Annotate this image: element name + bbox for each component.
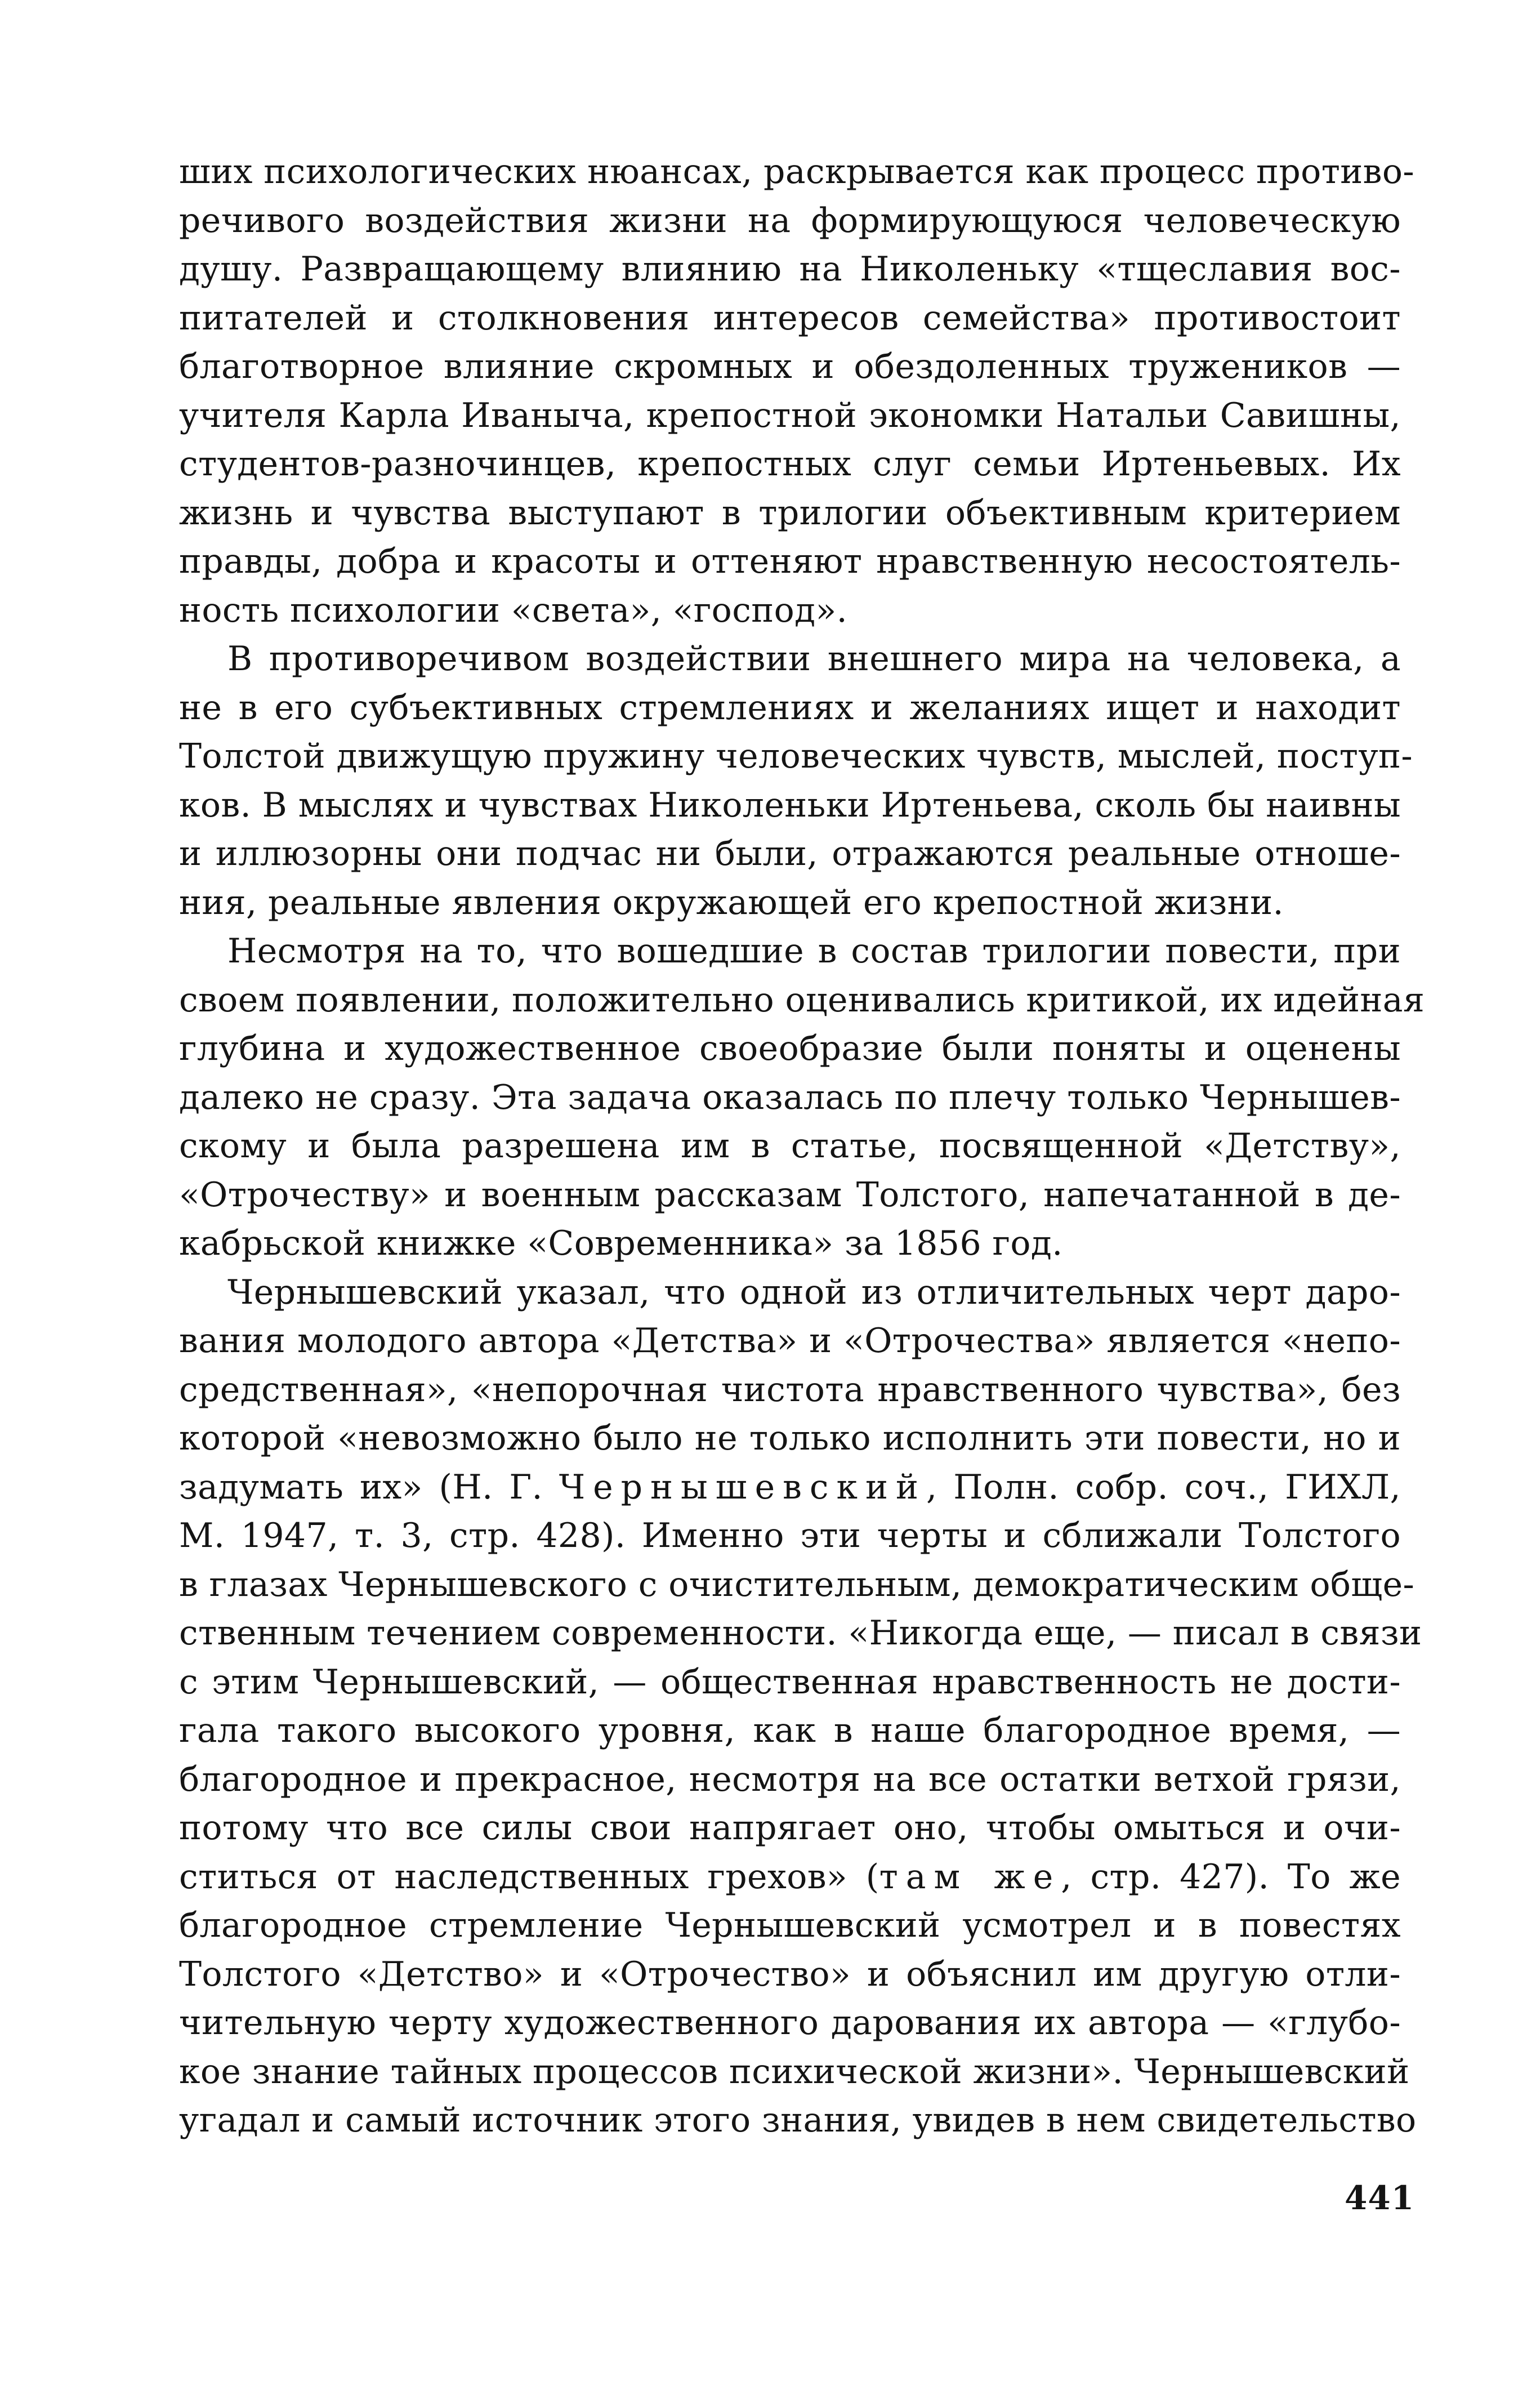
text-line: чительную черту художественного дарования их автора — «глубо-: [179, 2003, 1401, 2043]
text-line: своем появлении, положительно оценивались критикой, их идейная: [179, 980, 1425, 1020]
text-line: учителя Карла Иваныча, крепостной экономки Натальи Савишны,: [179, 395, 1401, 435]
page-number: 441: [1345, 2179, 1415, 2217]
text-line: правды, добра и красоты и оттеняют нравственную несостоятель-: [179, 542, 1401, 581]
text-line: Толстого «Детство» и «Отрочество» и объяснил им другую отли-: [179, 1954, 1401, 1994]
text-line: благородное стремление Чернышевский усмотрел и в повестях: [179, 1906, 1401, 1945]
line-fragment: ститься от наследственных грехов» (: [179, 1857, 879, 1897]
text-line: ственным течением современности. «Никогда еще, — писал в связи: [179, 1613, 1422, 1653]
text-line: далеко не сразу. Эта задача оказалась по плечу только Чернышев-: [179, 1077, 1401, 1117]
text-line: потому что все силы свои напрягает оно, чтобы омыться и очи-: [179, 1808, 1401, 1848]
text-line: скому и была разрешена им в статье, посвященной «Детству»,: [179, 1126, 1401, 1166]
text-line: кабрьской книжке «Современника» за 1856 год.: [179, 1224, 1063, 1263]
text-line: которой «невозможно было не только исполнить эти повести, но и: [179, 1419, 1401, 1458]
spaced-ibid: там же: [879, 1857, 1061, 1897]
text-line: благородное и прекрасное, несмотря на все остатки ветхой грязи,: [179, 1759, 1401, 1799]
text-line: ков. В мыслях и чувствах Николеньки Иртеньева, сколь бы наивны: [179, 785, 1401, 825]
text-line: ния, реальные явления окружающей его крепостной жизни.: [179, 882, 1284, 922]
text-line: питателей и столкновения интересов семейства» противостоит: [179, 298, 1401, 338]
text-line: не в его субъективных стремлениях и желаниях ищет и находит: [179, 688, 1401, 728]
text-line: благотворное влияние скромных и обездоленных тружеников —: [179, 347, 1401, 386]
line-fragment: задумать их» (Н. Г.: [179, 1467, 559, 1507]
paragraph-1: [179, 148, 1415, 635]
text-line: М. 1947, т. 3, стр. 428). Именно эти черты и сближали Толстого: [179, 1516, 1401, 1555]
text-line: Чернышевский указал, что одной из отличительных черт даро-: [227, 1272, 1401, 1312]
text-line: с этим Чернышевский, — общественная нравственность не дости-: [179, 1662, 1401, 1702]
body-text: [179, 148, 1425, 2145]
line-fragment: , Полн. собр. соч., ГИХЛ,: [926, 1467, 1401, 1507]
text-line: и иллюзорны они подчас ни были, отражаются реальные отноше-: [179, 834, 1401, 873]
text-line-with-citation: [179, 1853, 1401, 1902]
text-line: Толстой движущую пружину человеческих чувств, мыслей, поступ-: [179, 737, 1413, 776]
text-line: ность психологии «света», «господ».: [179, 590, 848, 630]
text-line: угадал и самый источник этого знания, увидев в нем свидетельство: [179, 2101, 1417, 2140]
text-line: «Отрочеству» и военным рассказам Толстого, напечатанной в де-: [179, 1175, 1401, 1215]
text-line: ших психологических нюансах, раскрывается как процесс противо-: [179, 152, 1415, 191]
text-line: в глазах Чернышевского с очистительным, демократическим обще-: [179, 1564, 1415, 1604]
paragraph-2: [179, 635, 1413, 927]
text-line: В противоречивом воздействии внешнего мира на человека, а: [227, 639, 1401, 679]
line-fragment: , стр. 427). То же: [1061, 1857, 1401, 1897]
text-line: глубина и художественное своеобразие были поняты и оценены: [179, 1029, 1401, 1068]
text-line: речивого воздействия жизни на формирующуюся человеческую: [179, 200, 1401, 240]
text-line: кое знание тайных процессов психической жизни». Чернышевский: [179, 2052, 1410, 2092]
text-line-with-citation: [179, 1463, 1401, 1512]
paragraph-4: [179, 1268, 1422, 2145]
paragraph-3: [179, 927, 1425, 1268]
text-line: душу. Развращающему влиянию на Николеньку «тщеславия вос-: [179, 249, 1401, 289]
text-line: студентов-разночинцев, крепостных слуг семьи Иртеньевых. Их: [179, 444, 1401, 484]
text-line: Несмотря на то, что вошедшие в состав трилогии повести, при: [227, 931, 1401, 971]
text-line: гала такого высокого уровня, как в наше благородное время, —: [179, 1711, 1401, 1750]
text-line: жизнь и чувства выступают в трилогии объективным критерием: [179, 493, 1401, 533]
text-line: средственная», «непорочная чистота нравственного чувства», без: [179, 1370, 1401, 1410]
spaced-author-name: Чернышевский: [559, 1467, 926, 1507]
text-line: вания молодого автора «Детства» и «Отрочества» является «непо-: [179, 1321, 1401, 1361]
